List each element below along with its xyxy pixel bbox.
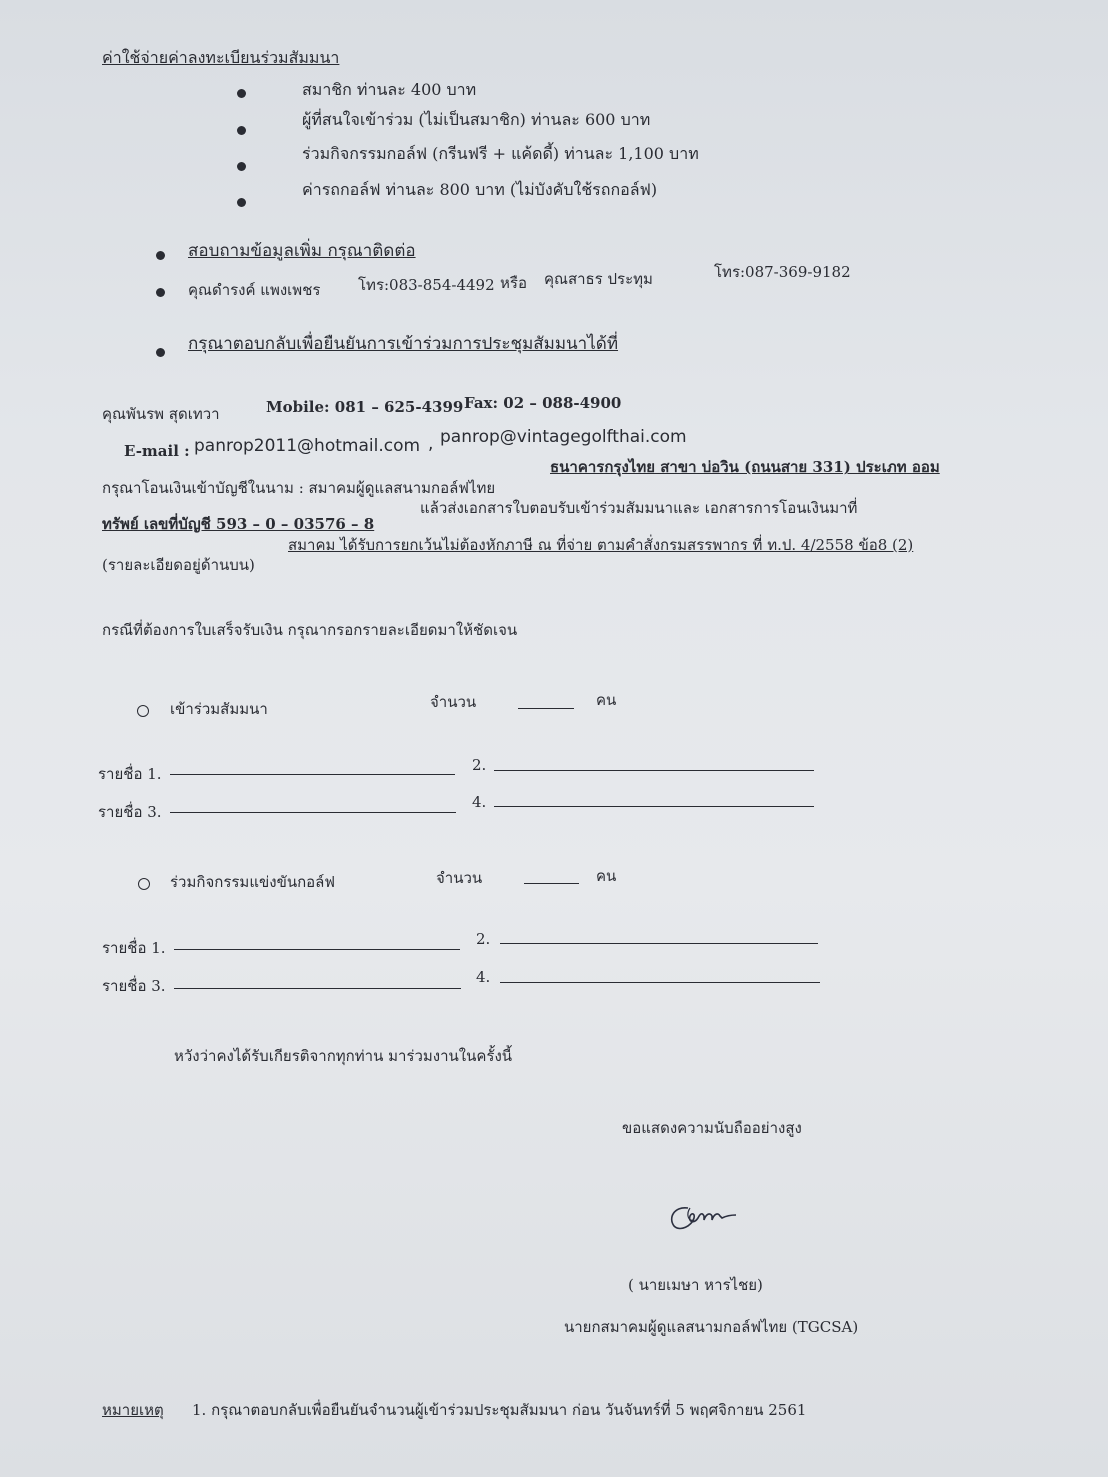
confirm-heading: กรุณาตอบกลับเพื่อยืนยันการเข้าร่วมการประชุมสัมมนาได้ที่ [188, 334, 619, 354]
seminar-name4-field[interactable] [494, 806, 814, 807]
email-separator: , [428, 434, 434, 454]
tax-exemption-note: สมาคม ได้รับการยกเว้นไม่ต้องหักภาษี ณ ที่จ่าย ตามคำสั่งกรมสรรพากร ที่ ท.ป. 4/2558 ข้อ8 (2) [288, 536, 914, 554]
remark-text: 1. กรุณาตอบกลับเพื่อยืนยันจำนวนผู้เข้าร่วมประชุมสัมมนา ก่อน วันจันทร์ที่ 5 พฤศจิกายน 2561 [192, 1401, 807, 1419]
bullet-icon [237, 89, 246, 98]
seminar-name3-label: รายชื่อ 3. [98, 803, 162, 821]
golf-name3-label: รายชื่อ 3. [102, 977, 166, 995]
golf-name3-field[interactable] [174, 988, 461, 989]
receipt-note: กรณีที่ต้องการใบเสร็จรับเงิน กรุณากรอกรายละเอียดมาให้ชัดเจน [102, 621, 518, 639]
transfer-line2-b: แล้วส่งเอกสารใบตอบรับเข้าร่วมสัมมนาและ เอกสารการโอนเงินมาที่ [420, 499, 858, 517]
regards-text: ขอแสดงความนับถืออย่างสูง [622, 1119, 802, 1137]
email-label: E-mail : [124, 442, 190, 460]
golf-name4-label: 4. [476, 968, 491, 986]
seminar-name2-field[interactable] [494, 770, 814, 771]
seminar-count-field[interactable] [518, 708, 574, 709]
fee-item-golf: ร่วมกิจกรรมกอล์ฟ (กรีนฟรี + แค้ดดี้) ท่านละ 1,100 บาท [302, 144, 699, 163]
email-link-2[interactable]: panrop@vintagegolfthai.com [440, 427, 687, 447]
transfer-line3-a: (รายละเอียดอยู่ด้านบน) [102, 556, 255, 574]
seminar-unit: คน [596, 691, 617, 709]
inquiry-contact2: คุณสาธร ประทุม [544, 270, 653, 288]
inquiry-phone2: โทร:087-369-9182 [714, 263, 851, 281]
seminar-count-label: จำนวน [430, 693, 477, 711]
confirm-fax: Fax: 02 – 088-4900 [464, 394, 622, 412]
fees-heading: ค่าใช้จ่ายค่าลงทะเบียนร่วมสัมมนา [102, 48, 340, 67]
bullet-icon [237, 126, 246, 135]
seminar-name1-label: รายชื่อ 1. [98, 765, 162, 783]
seminar-name2-label: 2. [472, 756, 487, 774]
signatory-title: นายกสมาคมผู้ดูแลสนามกอล์ฟไทย (TGCSA) [564, 1318, 859, 1336]
seminar-label: เข้าร่วมสัมมนา [170, 700, 268, 718]
seminar-name3-field[interactable] [170, 812, 456, 813]
confirm-name: คุณพันรพ สุดเทวา [102, 405, 220, 423]
golf-name4-field[interactable] [500, 982, 820, 983]
bullet-icon [156, 251, 165, 260]
transfer-bank: ธนาคารกรุงไทย สาขา บ่อวิน (ถนนสาย 331) ประเภท ออม [550, 458, 940, 476]
bullet-icon [156, 288, 165, 297]
fee-item-member: สมาชิก ท่านละ 400 บาท [302, 80, 477, 99]
seminar-radio[interactable] [137, 705, 149, 717]
remark-label: หมายเหตุ [102, 1401, 164, 1419]
fee-item-cart: ค่ารถกอล์ฟ ท่านละ 800 บาท (ไม่บังคับใช้รถกอล์ฟ) [302, 180, 658, 199]
golf-name2-field[interactable] [500, 943, 818, 944]
bullet-icon [237, 162, 246, 171]
seminar-name1-field[interactable] [170, 774, 455, 775]
golf-name1-label: รายชื่อ 1. [102, 939, 166, 957]
golf-count-label: จำนวน [436, 869, 483, 887]
confirm-mobile: Mobile: 081 – 625-4399 [266, 398, 464, 416]
golf-radio[interactable] [138, 878, 150, 890]
inquiry-contact1: คุณดำรงค์ แพงเพชร [188, 281, 321, 299]
bullet-icon [156, 348, 165, 357]
transfer-account: ทรัพย์ เลขที่บัญชี 593 – 0 – 03576 – 8 [102, 515, 375, 533]
email-link-1[interactable]: panrop2011@hotmail.com [194, 436, 421, 456]
closing-text: หวังว่าคงได้รับเกียรติจากทุกท่าน มาร่วมงานในครั้งนี้ [174, 1047, 513, 1065]
golf-name2-label: 2. [476, 930, 491, 948]
golf-name1-field[interactable] [174, 949, 460, 950]
inquiry-heading: สอบถามข้อมูลเพิ่ม กรุณาติดต่อ [188, 241, 416, 261]
signature-image [664, 1196, 744, 1236]
golf-unit: คน [596, 867, 617, 885]
golf-count-field[interactable] [524, 883, 579, 884]
fee-item-nonmember: ผู้ที่สนใจเข้าร่วม (ไม่เป็นสมาชิก) ท่านละ 600 บาท [302, 110, 651, 129]
inquiry-phone1: โทร:083-854-4492 [358, 276, 495, 294]
transfer-line1-a: กรุณาโอนเงินเข้าบัญชีในนาม : สมาคมผู้ดูแลสนามกอล์ฟไทย [102, 479, 496, 497]
bullet-icon [237, 198, 246, 207]
signatory-name: ( นายเมษา หารไชย) [628, 1276, 763, 1294]
golf-label: ร่วมกิจกรรมแข่งขันกอล์ฟ [170, 873, 335, 891]
inquiry-or: หรือ [500, 274, 527, 292]
seminar-name4-label: 4. [472, 793, 487, 811]
